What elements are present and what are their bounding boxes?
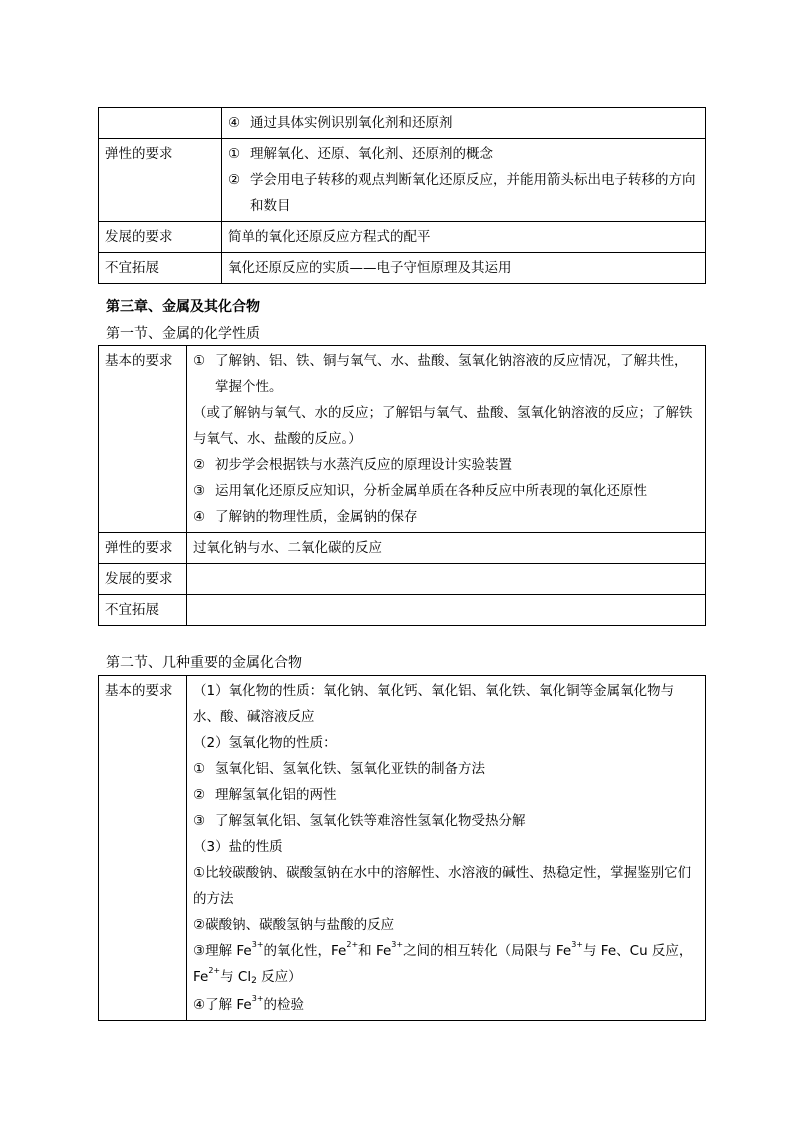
- table-row: [99, 253, 706, 284]
- paragraph: （1）氧化物的性质：氧化钠、氧化钙、氧化铝、氧化铁、氧化铜等金属氧化物与水、酸、碱溶液反应: [193, 683, 675, 725]
- list-item: [193, 782, 699, 808]
- paragraph: （3）盐的性质: [193, 839, 283, 855]
- item-text: 通过具体实例识别氧化剂和还原剂: [250, 115, 453, 131]
- row-label: 基本的要求: [99, 346, 187, 533]
- text-run: 之间的相互转化（局限与 Fe: [403, 943, 572, 959]
- superscript: 3+: [391, 940, 404, 949]
- item-number: ③: [193, 813, 206, 829]
- content-cell-empty: [187, 564, 706, 595]
- superscript: 3+: [251, 940, 264, 949]
- paragraph: ②碳酸钠、碳酸氢钠与盐酸的反应: [193, 917, 395, 933]
- row-label: 弹性的要求: [99, 139, 222, 222]
- table-row: [99, 108, 706, 139]
- table-row: [99, 139, 706, 222]
- section-title: 第一节、金属的化学性质: [106, 326, 260, 342]
- table-metal-properties: [98, 345, 706, 626]
- row-label: 不宜拓展: [99, 253, 222, 284]
- text-run: 和 Fe: [358, 943, 392, 959]
- content-cell-empty: [187, 595, 706, 626]
- text-run: 与 Cl: [220, 969, 252, 985]
- list-item: [193, 504, 699, 530]
- subscript: 2: [251, 976, 257, 986]
- item-text: 理解氧化、还原、氧化剂、还原剂的概念: [250, 146, 493, 162]
- list-item: [193, 348, 699, 400]
- item-number: ④: [193, 509, 206, 525]
- content-cell: [222, 108, 706, 139]
- item-text: 学会用电子转移的观点判断氧化还原反应，并能用箭头标出电子转移的方向和数目: [250, 172, 696, 214]
- item-number: ②: [228, 172, 241, 188]
- item-number: ④: [228, 115, 241, 131]
- chapter-title: 第三章、金属及其化合物: [106, 299, 260, 315]
- item-number: ①: [193, 353, 206, 369]
- list-item: [193, 808, 699, 834]
- row-label: 不宜拓展: [99, 595, 187, 626]
- row-label: 基本的要求: [99, 676, 187, 1021]
- paragraph: （2）氢氧化物的性质：: [193, 735, 337, 751]
- item-text: 了解钠、铝、铁、铜与氧气、水、盐酸、氢氧化钠溶液的反应情况，了解共性，掌握个性。: [215, 353, 688, 395]
- content-cell: [187, 346, 706, 533]
- list-item: [228, 167, 699, 219]
- item-text: 初步学会根据铁与水蒸汽反应的原理设计实验装置: [215, 457, 512, 473]
- row-label: 发展的要求: [99, 564, 187, 595]
- content-cell: [187, 676, 706, 1021]
- item-number: ②: [193, 457, 206, 473]
- content-cell: 简单的氧化还原反应方程式的配平: [222, 222, 706, 253]
- content-cell: 氧化还原反应的实质——电子守恒原理及其运用: [222, 253, 706, 284]
- list-item: [193, 756, 699, 782]
- list-item: [193, 478, 699, 504]
- section-title: 第二节、几种重要的金属化合物: [106, 655, 302, 671]
- item-number: ②: [193, 787, 206, 803]
- text-run: 反应）: [256, 969, 302, 985]
- paragraph: ①比较碳酸钠、碳酸氢钠在水中的溶解性、水溶液的碱性、热稳定性，掌握鉴别它们的方法: [193, 865, 692, 907]
- table-row: [99, 346, 706, 533]
- item-number: ③: [193, 483, 206, 499]
- row-label: 弹性的要求: [99, 533, 187, 564]
- label-cell-empty: [99, 108, 222, 139]
- content-cell: [222, 139, 706, 222]
- item-text: 了解氢氧化铝、氢氧化铁等难溶性氢氧化物受热分解: [215, 813, 526, 829]
- item-text: 理解氢氧化铝的两性: [215, 787, 337, 803]
- superscript: 2+: [346, 940, 359, 949]
- text-run: 的检验: [263, 997, 305, 1013]
- list-item: [228, 141, 699, 167]
- note-text: （或了解钠与氧气、水的反应；了解铝与氧气、盐酸、氢氧化钠溶液的反应；了解铁与氧气、水、盐酸的反应。）: [193, 405, 693, 447]
- item-number: ①: [193, 761, 206, 777]
- text-run: 与 Fe、Cu 反应，Fe: [193, 943, 693, 985]
- superscript: 2+: [208, 966, 221, 975]
- table-row: [99, 222, 706, 253]
- text-run: ④了解 Fe: [193, 997, 252, 1013]
- item-number: ①: [228, 146, 241, 162]
- content-cell: 过氧化钠与水、二氧化碳的反应: [187, 533, 706, 564]
- paragraph-iron-conversion: [193, 938, 699, 992]
- list-item: [228, 110, 699, 136]
- paragraph-iron-test: [193, 992, 699, 1018]
- item-text: 了解钠的物理性质，金属钠的保存: [215, 509, 418, 525]
- table-row: [99, 533, 706, 564]
- table-metal-compounds: [98, 675, 706, 1021]
- table-row: [99, 564, 706, 595]
- superscript: 3+: [251, 994, 264, 1003]
- text-run: ③理解 Fe: [193, 943, 252, 959]
- row-label: 发展的要求: [99, 222, 222, 253]
- list-item: [193, 452, 699, 478]
- item-text: 运用氧化还原反应知识，分析金属单质在各种反应中所表现的氧化还原性: [215, 483, 647, 499]
- table-redox-continuation: [98, 107, 706, 284]
- table-row: [99, 595, 706, 626]
- text-run: 的氧化性，Fe: [263, 943, 347, 959]
- superscript: 3+: [571, 940, 584, 949]
- item-text: 氢氧化铝、氢氧化铁、氢氧化亚铁的制备方法: [215, 761, 485, 777]
- table-row: [99, 676, 706, 1021]
